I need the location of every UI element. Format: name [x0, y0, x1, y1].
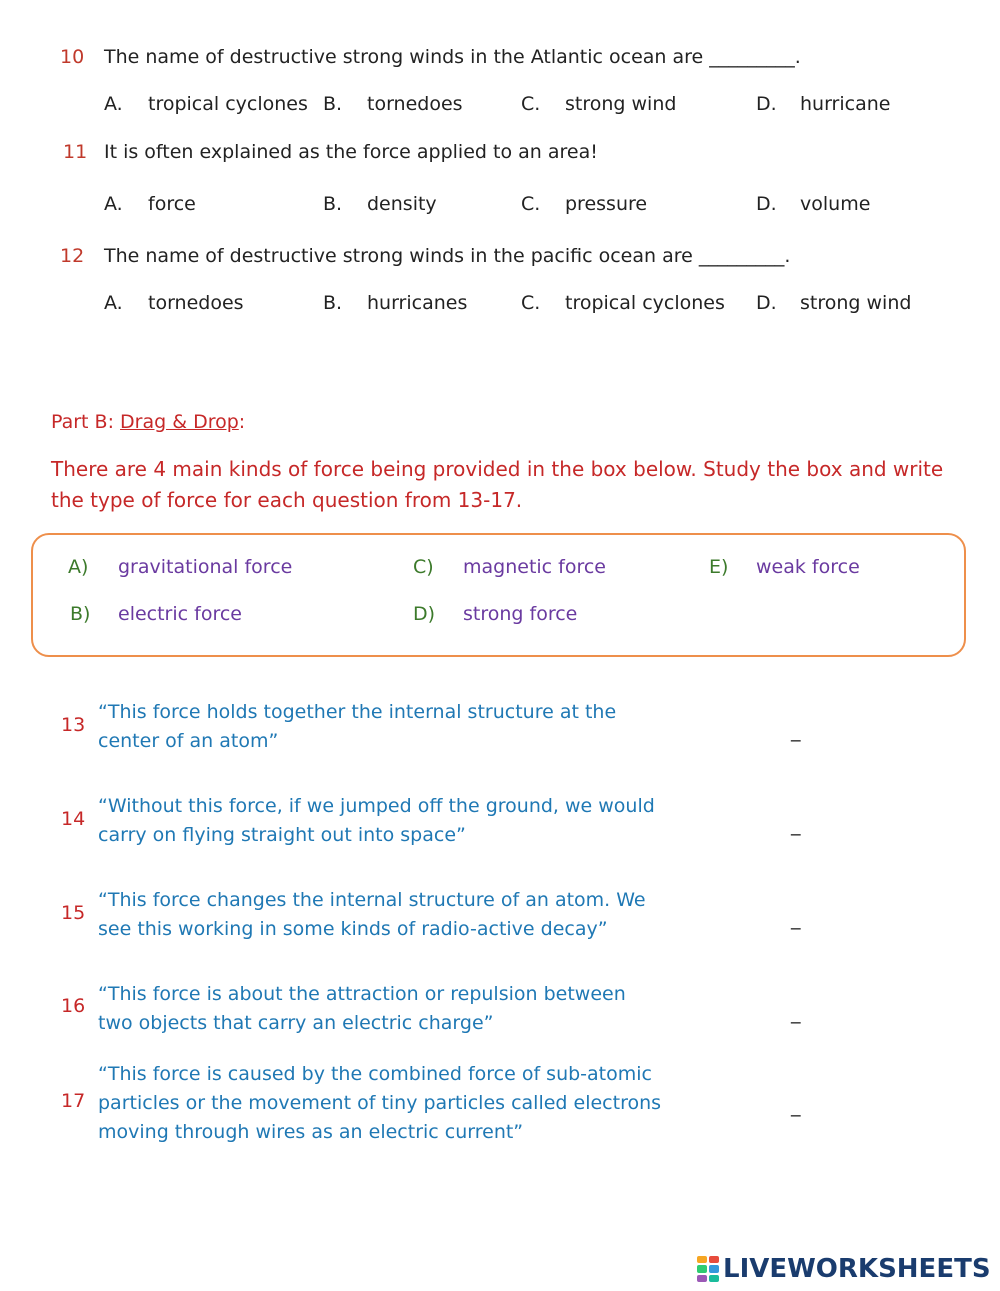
option-text[interactable]: tropical cyclones [148, 93, 308, 115]
force-letter: E) [709, 556, 729, 578]
option-letter: C. [521, 93, 541, 115]
force-option-strong[interactable]: strong force [463, 603, 578, 625]
option-letter: C. [521, 292, 541, 314]
option-text[interactable]: hurricane [800, 93, 891, 115]
force-letter: C) [413, 556, 434, 578]
part-b-instructions: There are 4 main kinds of force being provided in the box below. Study the box and write the type of force for each question from 13-17. [51, 457, 944, 512]
option-letter: B. [323, 193, 343, 215]
question-text: It is often explained as the force applied to an area! [104, 141, 598, 163]
force-options-box [31, 533, 966, 657]
option-text[interactable]: tornedoes [367, 93, 463, 115]
option-letter: A. [104, 292, 123, 314]
drag-question-text: “Without this force, if we jumped off the ground, we would carry on flying straight out into space” [98, 795, 655, 846]
force-letter: A) [68, 556, 89, 578]
question-number: 12 [60, 245, 85, 267]
force-letter: D) [413, 603, 436, 625]
force-option-weak[interactable]: weak force [756, 556, 860, 578]
part-b-title: Drag & Drop [120, 411, 239, 433]
option-letter: D. [756, 292, 777, 314]
option-text[interactable]: hurricanes [367, 292, 468, 314]
option-letter: C. [521, 193, 541, 215]
answer-drop-target[interactable]: _ [791, 1002, 801, 1024]
liveworksheets-logo[interactable] [697, 1252, 991, 1286]
option-text[interactable]: strong wind [800, 292, 912, 314]
option-text[interactable]: tornedoes [148, 292, 244, 314]
option-letter: B. [323, 93, 343, 115]
part-b-prefix: Part B: [51, 411, 121, 433]
liveworksheets-brand-text: LIVEWORKSHEETS [723, 1254, 991, 1284]
force-option-electric[interactable]: electric force [118, 603, 242, 625]
option-letter: D. [756, 193, 777, 215]
drag-question-number: 13 [61, 714, 86, 736]
question-text: The name of destructive strong winds in the Atlantic ocean are _________. [104, 46, 801, 68]
drag-question-text: “This force is caused by the combined force of sub-atomic particles or the movement of tiny particles called electrons moving through wires as an electric current” [98, 1063, 662, 1143]
liveworksheets-logo-icon [697, 1256, 719, 1282]
answer-drop-target[interactable]: _ [791, 720, 801, 742]
option-text[interactable]: force [148, 193, 196, 215]
option-letter: A. [104, 93, 123, 115]
option-text[interactable]: density [367, 193, 437, 215]
drag-question-number: 16 [61, 995, 86, 1017]
answer-drop-target[interactable]: _ [791, 1095, 801, 1117]
drag-question-text: “This force is about the attraction or repulsion between two objects that carry an electric charge” [98, 983, 626, 1034]
force-option-magnetic[interactable]: magnetic force [463, 556, 607, 578]
answer-drop-target[interactable]: _ [791, 814, 801, 836]
answer-drop-target[interactable]: _ [791, 908, 801, 930]
force-option-gravitational[interactable]: gravitational force [118, 556, 293, 578]
question-number: 11 [63, 141, 88, 163]
question-number: 10 [60, 46, 85, 68]
force-letter: B) [70, 603, 91, 625]
option-letter: D. [756, 93, 777, 115]
drag-question-number: 15 [61, 902, 86, 924]
option-text[interactable]: strong wind [565, 93, 677, 115]
option-letter: A. [104, 193, 123, 215]
question-text: The name of destructive strong winds in the pacific ocean are _________. [104, 245, 791, 267]
option-text[interactable]: pressure [565, 193, 648, 215]
option-letter: B. [323, 292, 343, 314]
drag-question-text: “This force changes the internal structure of an atom. We see this working in some kinds of radio-active decay” [98, 889, 646, 940]
drag-question-text: “This force holds together the internal structure at the center of an atom” [98, 701, 617, 752]
drag-question-number: 14 [61, 808, 86, 830]
drag-question-number: 17 [61, 1090, 86, 1112]
part-b-heading [51, 411, 245, 433]
option-text[interactable]: volume [800, 193, 871, 215]
option-text[interactable]: tropical cyclones [565, 292, 725, 314]
part-b-suffix: : [238, 411, 246, 433]
